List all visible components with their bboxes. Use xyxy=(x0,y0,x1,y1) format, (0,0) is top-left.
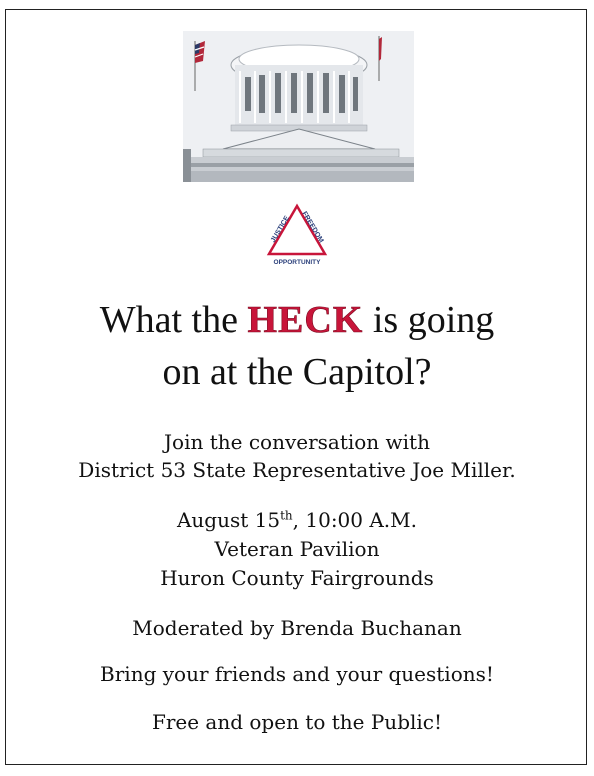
justice-freedom-opportunity-logo xyxy=(259,200,335,270)
headline-pre: What the xyxy=(99,299,248,341)
headline-line-2: on at the Capitol? xyxy=(162,351,432,393)
event-date-time xyxy=(0,506,594,534)
capitol-dome-photo xyxy=(183,31,414,182)
event-time: , 10:00 A.M. xyxy=(292,508,418,532)
logo-left-word: JUSTICE xyxy=(269,214,292,244)
event-location: Huron County Fairgrounds xyxy=(160,566,434,590)
invite-line: Bring your friends and your questions! xyxy=(100,662,494,686)
event-date-suffix: th xyxy=(280,508,293,523)
logo-right-word: FREEDOM xyxy=(300,210,325,245)
admission-line: Free and open to the Public! xyxy=(151,710,443,734)
event-date: August 15 xyxy=(176,508,281,532)
intro-line-2: District 53 State Representative Joe Miller. xyxy=(78,458,516,482)
intro-line-1: Join the conversation with xyxy=(164,430,430,454)
logo-bottom-word: OPPORTUNITY xyxy=(273,259,321,266)
headline-highlight: HECK xyxy=(247,299,364,341)
moderator-line: Moderated by Brenda Buchanan xyxy=(132,616,462,640)
event-venue: Veteran Pavilion xyxy=(214,537,380,561)
headline-post: is going xyxy=(363,299,495,341)
headline-line-1 xyxy=(0,294,594,346)
